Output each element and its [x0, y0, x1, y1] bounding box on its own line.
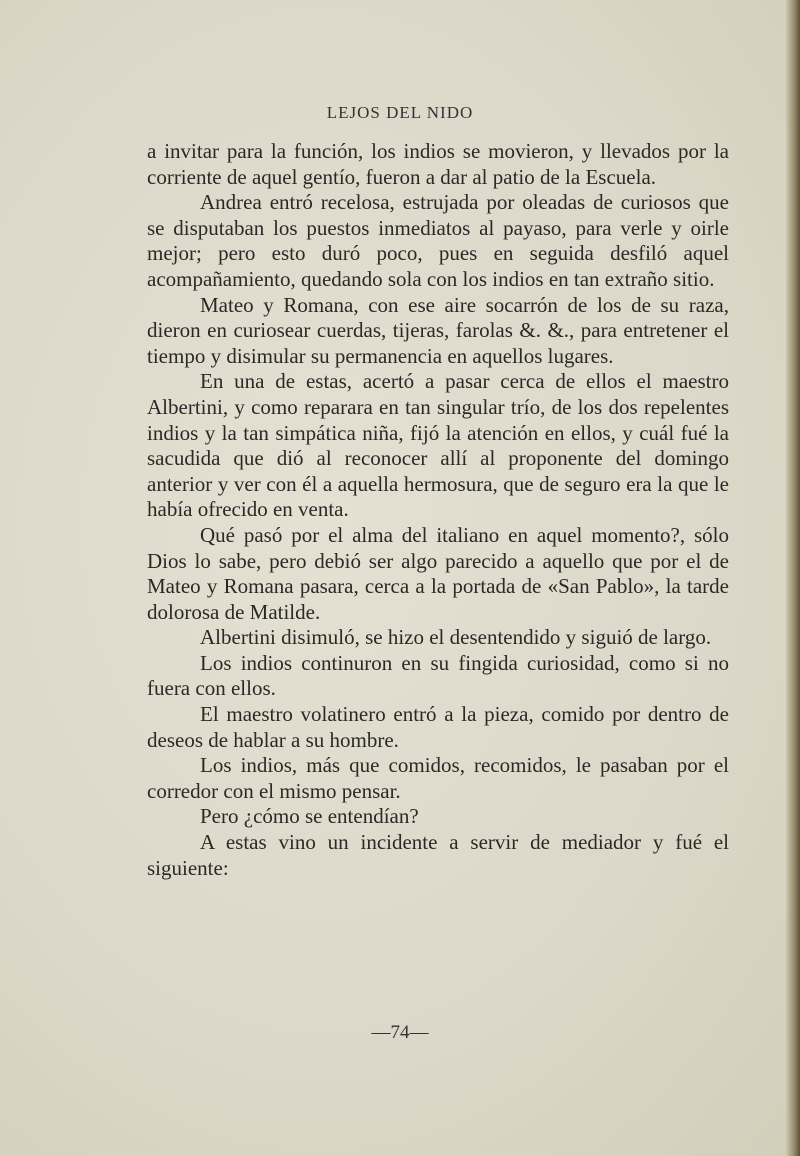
page-number: —74— — [371, 1022, 429, 1043]
paragraph-7: Los indios continuron en su fingida curiosidad, como si no fuera con ellos. — [147, 650, 729, 701]
page-edge-shadow — [786, 0, 800, 1156]
paragraph-6: Albertini disimuló, se hizo el desentendido y siguió de largo. — [200, 625, 712, 650]
paragraph-5: Qué pasó por el alma del italiano en aquel momento?, sólo Dios lo sabe, pero debió ser algo parecido a aquello que por el de Mateo y Romana pasara, cerca a la portada de «San Pablo», la tarde dolorosa de Matilde. — [147, 522, 729, 624]
paragraph-4: En una de estas, acertó a pasar cerca de ellos el maestro Albertini, y como reparara en tan singular trío, de los dos repelentes indios y la tan simpática niña, fijó la atención en ellos, y cuál fué la sacudida que dió al reconocer allí al proponente del domingo anterior y ver con él a aquella hermosura, que de seguro era la que le había ofrecido en venta. — [147, 369, 729, 522]
paragraph-11: A estas vino un incidente a servir de mediador y fué el siguiente: — [147, 830, 729, 880]
paragraph-1: a invitar para la función, los indios se movieron, y llevados por la corriente de aquel gentío, fueron a dar al patio de la Escuela. — [147, 139, 729, 189]
paragraph-3: Mateo y Romana, con ese aire socarrón de los de su raza, dieron en curiosear cuerdas, tijeras, farolas &. &., para entretener el tiempo y disimular su permanencia en aquellos lugares. — [147, 292, 729, 368]
paragraph-8: El maestro volatinero entró a la pieza, comido por dentro de deseos de hablar a su hombre. — [147, 702, 729, 752]
running-header: LEJOS DEL NIDO — [326, 103, 474, 122]
paragraph-10: Pero ¿cómo se entendían? — [200, 804, 419, 829]
paragraph-2: Andrea entró recelosa, estrujada por oleadas de curiosos que se disputaban los puestos inmediatos al payaso, para verle y oirle mejor; pero esto duró poco, pues en seguida desfiló aquel acompañamiento, quedando sola con los indios en tan extraño sitio. — [147, 190, 729, 291]
paragraph-9: Los indios, más que comidos, recomidos, le pasaban por el corredor con el mismo pensar. — [147, 753, 729, 803]
body-text — [147, 139, 729, 881]
